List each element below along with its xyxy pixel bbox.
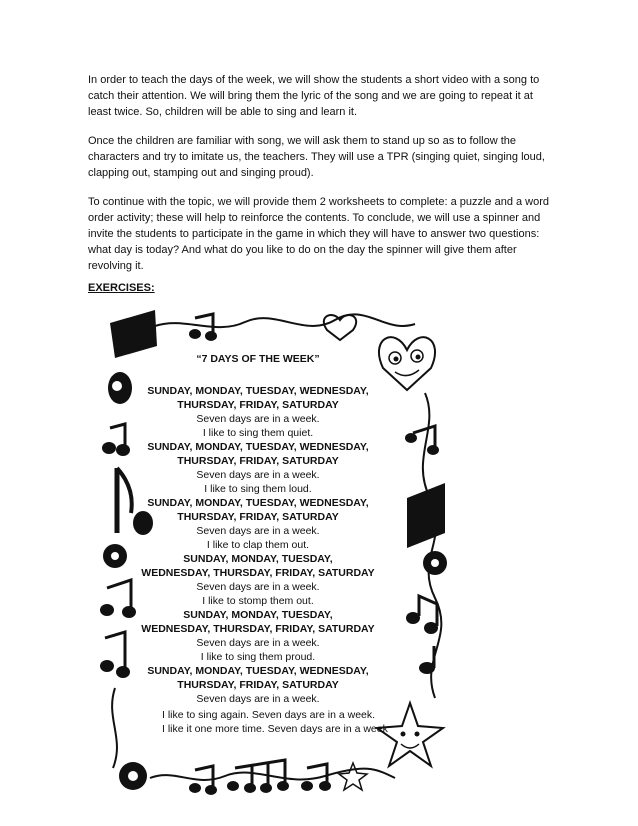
record-icon — [103, 544, 127, 568]
lyric-line: I like to stomp them out. — [202, 595, 314, 607]
lyric-line-final-2: I like it one more time. Seven days are in a week — [162, 723, 388, 735]
exercises-heading: EXERCISES: — [88, 282, 155, 294]
lyric-line: Seven days are in a week. — [196, 413, 320, 425]
lyric-line: Seven days are in a week. — [196, 581, 320, 593]
lyric-line: I like to sing them proud. — [200, 651, 316, 663]
lyric-line: Seven days are in a week. — [196, 693, 320, 705]
days-line: SUNDAY, MONDAY, TUESDAY, — [183, 609, 333, 621]
days-line: SUNDAY, MONDAY, TUESDAY, WEDNESDAY, — [147, 385, 369, 397]
days-line: THURSDAY, FRIDAY, SATURDAY — [177, 511, 339, 523]
song-stanza — [140, 664, 376, 706]
lyric-line: I like to clap them out. — [206, 539, 310, 551]
music-note-icon — [100, 632, 130, 678]
lyric-line: I like to sing them loud. — [204, 483, 312, 495]
intro-paragraph-1: In order to teach the days of the week, we will show the students a short video with a song to catch their attention. We will bring them the lyric of the song and we are going to repeat it at least twice. So, children will be able to sing and learn it. — [88, 74, 540, 118]
days-line: THURSDAY, FRIDAY, SATURDAY — [177, 455, 339, 467]
intro-paragraph-3: To continue with the topic, we will provide them 2 worksheets to complete: a puzzle and a word order activity; these will help to reinforce the contents. To conclude, we will use a spinner and invite the students to participate in the game in which they will have to answer two questions: what day is today? And what do you like to do on the day the spinner will give them after revolving it. — [88, 196, 550, 272]
days-line: SUNDAY, MONDAY, TUESDAY, WEDNESDAY, — [147, 497, 369, 509]
days-line: SUNDAY, MONDAY, TUESDAY, WEDNESDAY, — [147, 665, 369, 677]
lyric-line: Seven days are in a week. — [196, 469, 320, 481]
song-stanza — [140, 552, 376, 608]
song-stanza — [140, 608, 376, 664]
song-stanza — [140, 496, 376, 552]
days-line: WEDNESDAY, THURSDAY, FRIDAY, SATURDAY — [141, 567, 375, 579]
music-note-icon — [406, 596, 438, 634]
song-title: “7 DAYS OF THE WEEK” — [196, 353, 320, 365]
music-note-icon — [102, 424, 130, 456]
heart-icon — [324, 315, 356, 340]
song-stanza — [140, 440, 376, 496]
star-icon — [339, 763, 367, 790]
music-note-icon — [189, 314, 217, 341]
lyric-line: Seven days are in a week. — [196, 637, 320, 649]
music-note-icon — [119, 762, 147, 790]
music-note-icon — [100, 580, 136, 618]
lyric-line-final-1: I like to sing again. Seven days are in a week. — [162, 709, 376, 721]
song-lyrics — [140, 352, 376, 706]
lyric-line: Seven days are in a week. — [196, 525, 320, 537]
music-note-icon — [407, 483, 445, 548]
days-line: SUNDAY, MONDAY, TUESDAY, WEDNESDAY, — [147, 441, 369, 453]
days-line: WEDNESDAY, THURSDAY, FRIDAY, SATURDAY — [141, 623, 375, 635]
music-note-icon — [419, 646, 435, 674]
days-line: THURSDAY, FRIDAY, SATURDAY — [177, 399, 339, 411]
days-line: SUNDAY, MONDAY, TUESDAY, — [183, 553, 333, 565]
heart-face-icon — [379, 337, 435, 390]
intro-paragraph-2: Once the children are familiar with song, we will ask them to stand up so as to follow the characters and try to imitate us, the teachers. They will use a TPR (singing quiet, singing loud, clapping out, stamping out and singing proud). — [88, 135, 545, 179]
days-line: THURSDAY, FRIDAY, SATURDAY — [177, 679, 339, 691]
song-stanza — [140, 384, 376, 440]
music-note-icon — [405, 426, 439, 455]
record-icon — [423, 551, 447, 575]
lyric-line: I like to sing them quiet. — [202, 427, 314, 439]
